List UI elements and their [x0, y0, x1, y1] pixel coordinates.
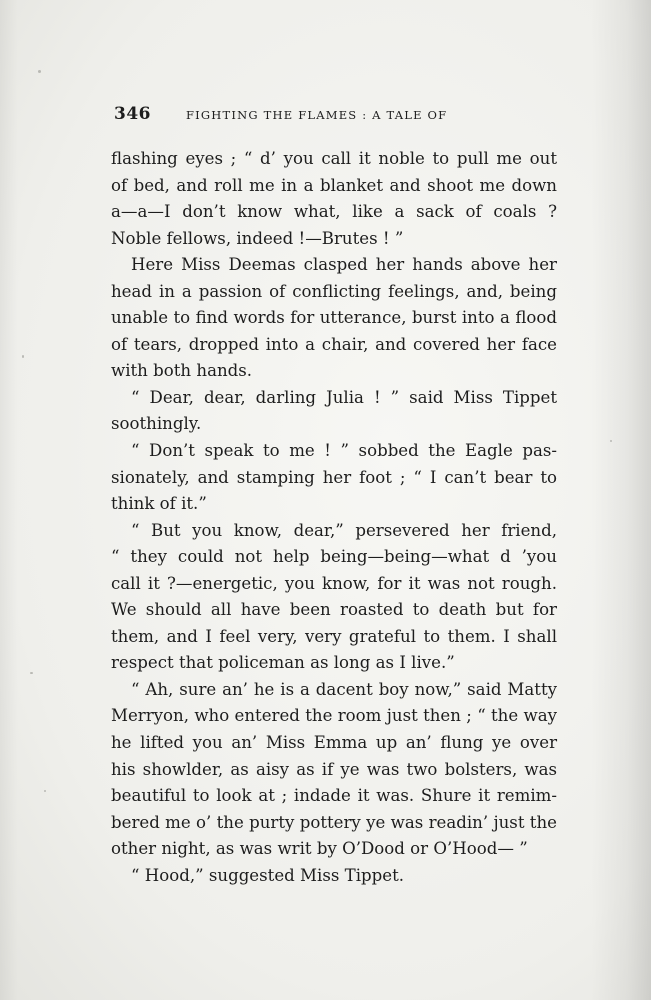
paper-speck	[44, 790, 46, 792]
page-number: 346	[114, 104, 151, 124]
text-line: unable to find words for utterance, burst into a flood	[111, 308, 557, 328]
text-line: “ Dear, dear, darling Julia ! ” said Miss Tippet	[131, 387, 557, 407]
text-line: “ Hood,” suggested Miss Tippet.	[131, 865, 405, 885]
page-header	[114, 104, 484, 128]
text-line: “ Don’t speak to me ! ” sobbed the Eagle pas-	[131, 441, 557, 461]
paper-speck	[30, 672, 33, 674]
text-line: his showlder, as aisy as if ye was two bolsters, was	[111, 759, 557, 779]
text-line: head in a passion of conflicting feelings, and, being	[111, 281, 557, 301]
running-head: FIGHTING THE FLAMES : A TALE OF	[186, 108, 448, 122]
text-line: think of it.”	[111, 494, 207, 514]
text-line: Noble fellows, indeed !—Brutes ! ”	[111, 228, 404, 248]
text-line: respect that policeman as long as I live.”	[111, 653, 455, 673]
paper-speck	[610, 440, 612, 442]
body-text	[111, 146, 557, 889]
paper-speck	[22, 355, 24, 358]
text-line: he lifted you an’ Miss Emma up an’ flung ye over	[111, 733, 557, 753]
text-line: “ Ah, sure an’ he is a dacent boy now,” said Matty	[131, 679, 557, 699]
paper-speck	[38, 70, 41, 73]
text-line: a—a—I don’t know what, like a sack of coals ?	[111, 202, 557, 222]
text-line: Here Miss Deemas clasped her hands above her	[131, 255, 557, 275]
text-line: sionately, and stamping her foot ; “ I can’t bear to	[111, 467, 557, 487]
page-edge-shadow	[591, 0, 651, 1000]
text-line: call it ?—energetic, you know, for it was not rough.	[111, 573, 557, 593]
text-line: soothingly.	[111, 414, 202, 434]
text-line: of bed, and roll me in a blanket and shoot me down	[111, 175, 557, 195]
text-line: beautiful to look at ; indade it was. Shure it remim-	[111, 786, 557, 806]
text-line: flashing eyes ; “ d’ you call it noble to pull me out	[111, 149, 557, 168]
text-line: “ they could not help being—being—what d ’you	[111, 547, 557, 567]
text-line: We should all have been roasted to death but for	[111, 600, 557, 620]
text-line: bered me o’ the purty pottery ye was readin’ just the	[111, 812, 557, 832]
text-line: other night, as was writ by O’Dood or O’Hood— ”	[111, 839, 528, 859]
text-line: of tears, dropped into a chair, and covered her face	[111, 334, 557, 354]
text-line: them, and I feel very, very grateful to them. I shall	[111, 626, 557, 646]
page-gutter-shadow	[0, 0, 18, 1000]
text-line: Merryon, who entered the room just then ; “ the way	[111, 706, 557, 726]
text-line: with both hands.	[111, 361, 253, 381]
text-line: “ But you know, dear,” persevered her friend,	[131, 520, 557, 540]
